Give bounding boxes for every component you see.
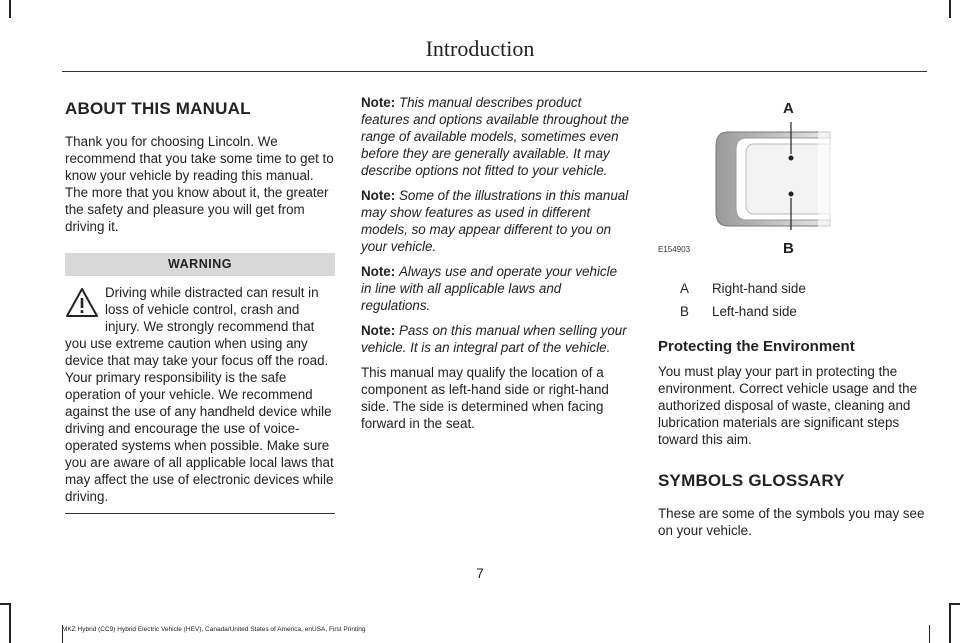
edition-footer: MKZ Hybrid (CC9) Hybrid Electric Vehicle (HEV), Canada/United States of America, enUSA, First Printing	[62, 626, 366, 633]
crop-mark-bottom-right-inner	[929, 625, 930, 643]
legend-row-a	[680, 280, 930, 297]
environment-paragraph: You must play your part in protecting the environment. Correct vehicle usage and the authorized disposal of waste, cleaning and lubrication materials are significant steps toward this aim.	[658, 364, 918, 447]
crop-mark-bottom-left-h	[0, 603, 11, 605]
crop-mark-bottom-right	[949, 603, 951, 643]
legend-value: Left-hand side	[712, 304, 797, 319]
vehicle-top-view-illustration	[658, 94, 868, 264]
figure-code: E154903	[658, 245, 691, 254]
middle-column	[361, 94, 631, 432]
page-title: Introduction	[425, 36, 535, 61]
note-text: Pass on this manual when selling your vehicle. It is an integral part of the vehicle.	[361, 323, 627, 355]
side-definition-paragraph: This manual may qualify the location of a component as left-hand side or right-hand side. The side is determined when facing forward in the seat.	[361, 365, 609, 431]
note-label: Note:	[361, 95, 396, 110]
note-text: Always use and operate your vehicle in line with all applicable laws and regulations.	[361, 264, 618, 313]
symbols-paragraph: These are some of the symbols you may see on your vehicle.	[658, 506, 925, 538]
note-4	[361, 322, 631, 356]
figure-label-a: A	[783, 100, 794, 117]
note-2	[361, 187, 631, 255]
note-1	[361, 94, 631, 179]
warning-divider	[65, 513, 335, 514]
warning-triangle-icon	[65, 286, 99, 320]
right-column	[658, 94, 930, 539]
crop-mark-top-left	[9, 0, 11, 18]
page-number: 7	[476, 566, 484, 581]
crop-mark-bottom-left	[9, 603, 11, 643]
note-3	[361, 263, 631, 314]
legend-row-b	[680, 303, 930, 320]
warning-banner: WARNING	[65, 253, 335, 276]
legend-key: B	[680, 304, 689, 319]
note-text: Some of the illustrations in this manual may show features as used in different models, so may appear different to you on your vehicle.	[361, 188, 629, 254]
header-divider	[62, 71, 927, 72]
crop-mark-top-right	[949, 0, 951, 18]
warning-body	[65, 284, 335, 505]
section-heading-environment: Protecting the Environment	[658, 338, 855, 355]
left-column	[65, 94, 335, 514]
note-label: Note:	[361, 188, 396, 203]
figure-label-b: B	[783, 240, 794, 257]
crop-mark-bottom-right-h	[949, 603, 960, 605]
legend-value: Right-hand side	[712, 281, 806, 296]
note-text: This manual describes product features and options available throughout the range of available models, sometimes even before they are generally available. It may describe options not fitted to your vehicle.	[361, 95, 630, 178]
vehicle-top-view-figure	[658, 94, 868, 264]
note-label: Note:	[361, 323, 396, 338]
warning-text: Driving while distracted can result in loss of vehicle control, crash and injury. We strongly recommend that you use extreme caution when using any device that may take your focus off the road. Your primary responsibility is the safe operation of your vehicle. We recommend against the use of any handheld device while driving and encourage the use of voice-operated systems when possible. Make sure you are aware of all applicable local laws that may affect the use of electronic devices while driving.	[65, 285, 334, 504]
intro-paragraph: Thank you for choosing Lincoln. We recommend that you take some time to get to know your vehicle by reading this manual. The more that you know about it, the greater the safety and pleasure you will get from driving it.	[65, 134, 334, 234]
legend-key: A	[680, 281, 689, 296]
section-heading-symbols: SYMBOLS GLOSSARY	[658, 471, 845, 490]
section-heading-about: ABOUT THIS MANUAL	[65, 99, 251, 118]
note-label: Note:	[361, 264, 396, 279]
